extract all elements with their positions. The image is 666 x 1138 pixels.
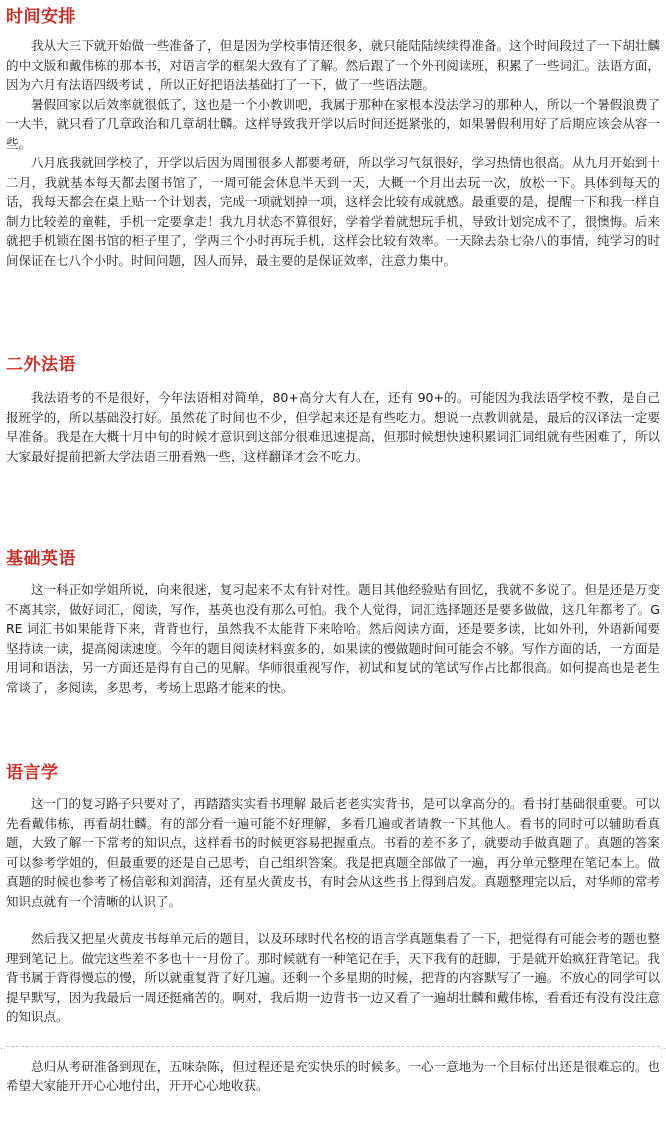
paragraph: 八月底我就回学校了，开学以后因为周围很多人都要考研，所以学习气氛很好，学习热情也很高。从九月开始到十二月，我就基本每天都去图书馆了，一周可能会休息半天到一天，大概一个月出去玩一次，放松一下。具体到每天的话，我每天都会在桌上贴一个计划表，完成一项就划掉一项，这样会比较有成就感。最重要的是，提醒一下和我一样自制力比较差的童鞋，手机一定要拿走！我九月状态不算很好，学着学着就想玩手机，导致计划完成不了，很懊悔。后来就把手机锁在图书馆的柜子里了，学两三个小时再玩手机，这样会比较有效率。一天除去杂七杂八的事情，纯学习的时间保证在七八个小时。时间问题，因人而异，最主要的是保证效率，注意力集中。: [6, 155, 660, 268]
section-basic-english: [6, 546, 660, 697]
section-time-schedule: [6, 4, 660, 270]
section-heading: 基础英语: [6, 549, 76, 569]
paragraph: 总归从考研准备到现在，五味杂陈，但过程还是充实快乐的时候多。一心一意地为一个目标付出还是很难忘的。也希望大家能开开心心地付出，开开心心地收获。: [6, 1058, 660, 1093]
section-heading: 二外法语: [6, 355, 76, 375]
section-heading: 时间安排: [6, 7, 76, 27]
paragraph: 这一科正如学姐所说，向来很迷，复习起来不太有针对性。题目其他经验贴有回忆，我就不多说了。但是还是万变不离其宗，做好词汇，阅读，写作，基英也没有那么可怕。我个人觉得，词汇选择题还是要多做做，这几年都考了。GRE 词汇书如果能背下来，背背也行，虽然我不太能背下来哈哈。然后阅读方面，还是要多读，比如外刊，外语新闻要坚持读一读，提高阅读速度。今年的题目阅读材料蛮多的，如果读的慢做题时间可能会不够。写作方面的话，一方面是用词和语法，另一方面还是得有自己的见解。华师很重视写作，初试和复试的笔试写作占比都很高。如何提高也是老生常谈了，多阅读，多思考，考场上思路才能来的快。: [6, 582, 660, 695]
paragraph: 暑假回家以后效率就很低了，这也是一个小教训吧，我属于那种在家根本没法学习的那种人，所以一个暑假浪费了一大半，就只看了几章政治和几章胡壮麟。这样导致我开学以后时间还挺紧张的，如果暑假利用好了后期应该会从容一些。: [6, 96, 660, 151]
page-break-mark-left: ‥: [0, 1042, 6, 1051]
paragraph: 我从大三下就开始做一些准备了，但是因为学校事情还很多，就只能陆陆续续得准备。这个时间段过了一下胡壮麟的中文版和戴伟栋的那本书，对语言学的框架大致有了了解。然后跟了一个外刊阅读班，积累了一些词汇。法语方面，因为六月有法语四级考试 ，所以正好把语法基础打了一下，做了一些语法题。: [6, 38, 660, 92]
page-break-mark-right: ‥: [660, 1042, 666, 1051]
paragraph: 这一门的复习路子只要对了，再踏踏实实看书理解 最后老老实实背书，是可以拿高分的。看书打基础很重要。可以先看戴伟栋，再看胡壮麟。有的部分看一遍可能不好理解，多看几遍或者请教一下其他人。看书的同时可以辅助看真题，大致了解一下常考的知识点，这样看书的时候更容易把握重点。书看的差不多了，就要动手做真题了。真题的答案可以参考学姐的，但最重要的还是自己思考，自己组织答案。我是把真题全部做了一遍，再分单元整理在笔记本上。做真题的时候也参考了杨信彰和刘润清，还有星火黄皮书，有时会从这些书上得到启发。真题整理完以后，对华师的常考知识点就有一个清晰的认识了。: [6, 796, 660, 909]
section-second-foreign-language-french: [6, 352, 660, 466]
page-break-marker: [0, 1042, 666, 1053]
paragraph: 我法语考的不是很好，今年法语相对简单，80+高分大有人在，还有 90+的。可能因为我法语学校不教，是自己报班学的，所以基础没打好。虽然花了时间也不少，但学起来还是有些吃力。想说一点教训就是，最后的汉译法一定要早准备。我是在大概十月中旬的时候才意识到这部分很难迅速提高，但那时候想快速积累词汇词组就有些困难了，所以大家最好提前把新大学法语三册看熟一些，这样翻译才会不吃力。: [6, 390, 660, 464]
paragraph: 然后我又把星火黄皮书每单元后的题目，以及环球时代名校的语言学真题集看了一下，把觉得有可能会考的题也整理到笔记上。做完这些差不多也十一月份了。那时候就有一种笔记在手，天下我有的赶脚，于是就开始疯狂背笔记。我背书属于背得慢忘的慢，所以就重复背了好几遍。还剩一个多星期的时候，把背的内容默写了一遍。不放心的同学可以提早默写，因为我最后一周还挺痛苦的。啊对，我后期一边背书一边又看了一遍胡壮麟和戴伟栋，看看还有没有没注意的知识点。: [6, 931, 660, 1024]
section-heading: 语言学: [6, 763, 59, 783]
